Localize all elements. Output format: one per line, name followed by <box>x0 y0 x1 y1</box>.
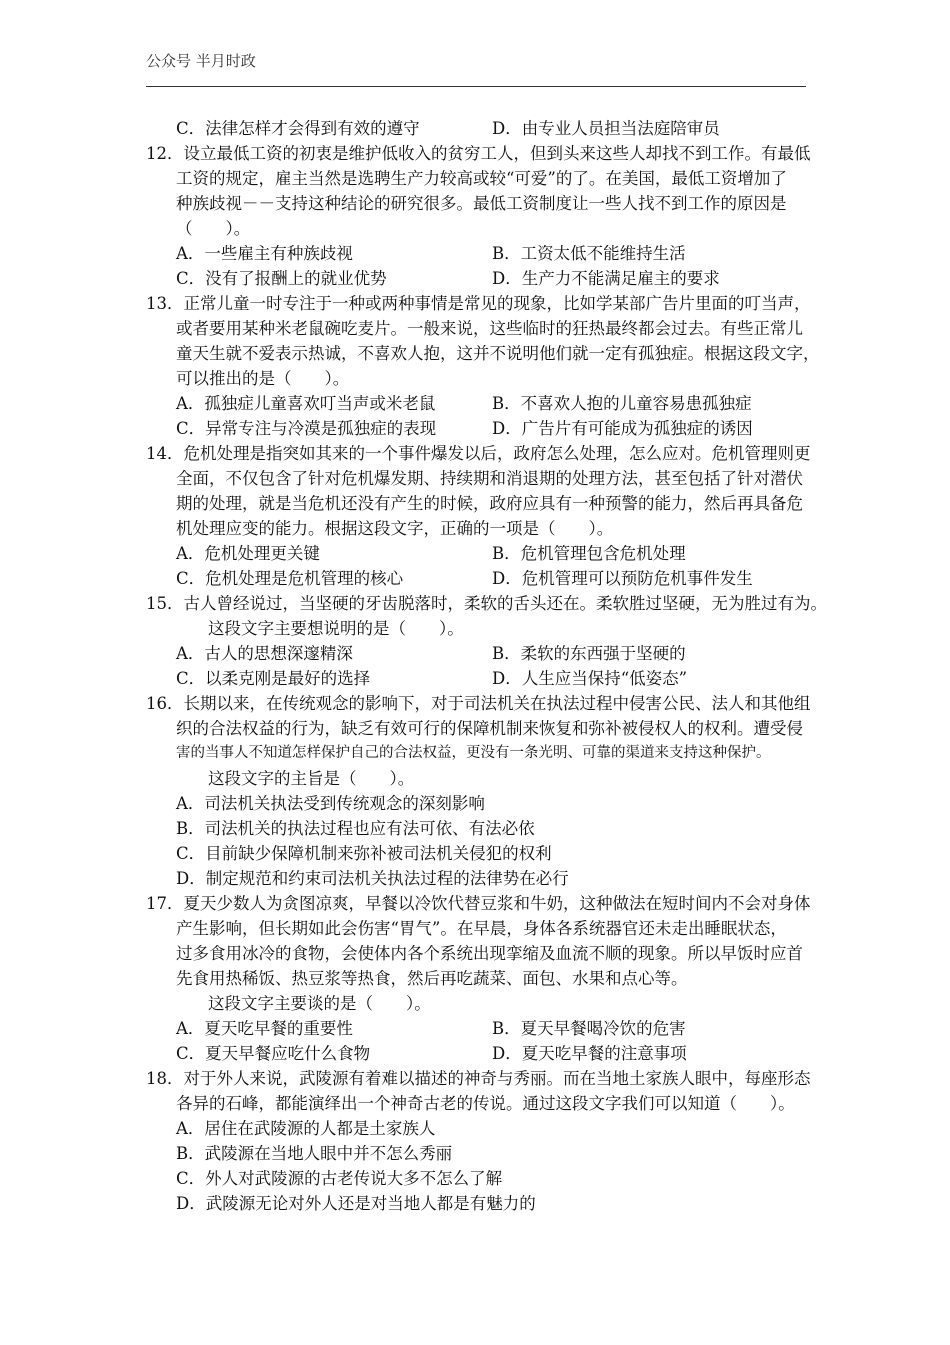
header-rule <box>146 86 806 87</box>
q17-stem-line: 过多食用冰冷的食物，会使体内各个系统出现挛缩及血流不顺的现象。所以早饭时应首 <box>176 944 803 963</box>
q14-stem-line: 期的处理，就是当危机还没有产生的时候，政府应具有一种预警的能力，然后再具备危 <box>176 494 803 513</box>
q17-option-a[interactable]: A．夏天吃早餐的重要性 <box>176 1019 353 1038</box>
q15-option-b[interactable]: B．柔软的东西强于坚硬的 <box>492 644 686 663</box>
q14-option-b[interactable]: B．危机管理包含危机处理 <box>492 544 686 563</box>
q17-stem-line: 先食用热稀饭、热豆浆等热食，然后再吃蔬菜、面包、水果和点心等。 <box>176 969 688 988</box>
q14-option-d[interactable]: D．危机管理可以预防危机事件发生 <box>492 569 753 588</box>
q11-option-d[interactable]: D．由专业人员担当法庭陪审员 <box>492 119 720 138</box>
q13-options-row <box>146 416 814 441</box>
q14-options-row <box>146 566 814 591</box>
q11-options-row <box>146 116 814 141</box>
question-content <box>146 116 827 1216</box>
q12-option-b[interactable]: B．工资太低不能维持生活 <box>492 244 686 263</box>
q14-option-a[interactable]: A．危机处理更关键 <box>176 544 320 563</box>
q13-option-c[interactable]: C．异常专注与冷漠是孤独症的表现 <box>176 419 437 438</box>
q12-option-c[interactable]: C．没有了报酬上的就业优势 <box>176 269 387 288</box>
q13-option-b[interactable]: B．不喜欢人抱的儿童容易患孤独症 <box>492 394 752 413</box>
q11-option-c[interactable]: C．法律怎样才会得到有效的遵守 <box>176 119 420 138</box>
q13-option-d[interactable]: D．广告片有可能成为孤独症的诱因 <box>492 419 753 438</box>
q16-option-c[interactable]: C．目前缺少保障机制来弥补被司法机关侵犯的权利 <box>176 844 552 863</box>
q14-options-row <box>146 541 814 566</box>
q15-options-row <box>146 641 814 666</box>
q15-option-d[interactable]: D．人生应当保持“低姿态” <box>492 669 688 688</box>
q15-option-c[interactable]: C．以柔克刚是最好的选择 <box>176 669 371 688</box>
q16-option-a[interactable]: A．司法机关执法受到传统观念的深刻影响 <box>176 794 485 813</box>
question-14 <box>146 441 814 591</box>
q17-option-d[interactable]: D．夏天吃早餐的注意事项 <box>492 1044 687 1063</box>
q18-option-a[interactable]: A．居住在武陵源的人都是土家族人 <box>176 1119 436 1138</box>
question-16 <box>146 691 814 891</box>
q14-option-c[interactable]: C．危机处理是危机管理的核心 <box>176 569 404 588</box>
q14-stem-line: 14．危机处理是指突如其来的一个事件爆发以后，政府怎么处理，怎么应对。危机管理则更 <box>146 444 811 463</box>
q13-option-a[interactable]: A．孤独症儿童喜欢叮当声或米老鼠 <box>176 394 436 413</box>
q14-stem-line: 机处理应变的能力。根据这段文字，正确的一项是（ ）。 <box>176 519 614 538</box>
q15-stem-line: 这段文字主要想说明的是（ ）。 <box>208 619 464 638</box>
q12-stem-line: （ ）。 <box>176 219 251 238</box>
q16-option-b[interactable]: B．司法机关的执法过程也应有法可依、有法必依 <box>176 819 535 838</box>
q12-stem-line: 12．设立最低工资的初衷是维护低收入的贫穷工人，但到头来这些人却找不到工作。有最低 <box>146 144 811 163</box>
q17-options-row <box>146 1041 814 1066</box>
q13-stem-line: 童天生就不爱表示热诚，不喜欢人抱，这并不说明他们就一定有孤独症。根据这段文字， <box>176 344 820 363</box>
question-17 <box>146 891 814 1066</box>
q18-stem-line: 18．对于外人来说，武陵源有着难以描述的神奇与秀丽。而在当地土家族人眼中，每座形态 <box>146 1069 811 1088</box>
q16-stem-line: 16．长期以来，在传统观念的影响下，对于司法机关在执法过程中侵害公民、法人和其他组 <box>146 694 811 713</box>
question-15 <box>146 591 827 691</box>
q12-option-a[interactable]: A．一些雇主有种族歧视 <box>176 244 353 263</box>
q17-option-b[interactable]: B．夏天早餐喝冷饮的危害 <box>492 1019 686 1038</box>
q17-stem-line: 17．夏天少数人为贪图凉爽，早餐以冷饮代替豆浆和牛奶，这种做法在短时间内不会对身体 <box>146 894 811 913</box>
q12-stem-line: 工资的规定，雇主当然是选聘生产力较高或较“可爱”的了。在美国，最低工资增加了 <box>176 169 787 188</box>
q12-options-row <box>146 266 814 291</box>
q16-option-d[interactable]: D．制定规范和约束司法机关执法过程的法律势在必行 <box>176 869 569 888</box>
q12-options-row <box>146 241 814 266</box>
q13-options-row <box>146 391 814 416</box>
q17-option-c[interactable]: C．夏天早餐应吃什么食物 <box>176 1044 371 1063</box>
question-13 <box>146 291 820 441</box>
q17-options-row <box>146 1016 814 1041</box>
q17-stem-line: 这段文字主要谈的是（ ）。 <box>208 994 431 1013</box>
q16-stem-line: 织的合法权益的行为，缺乏有效可行的保障机制来恢复和弥补被侵权人的权利。遭受侵 <box>176 719 803 738</box>
q14-stem-line: 全面，不仅包含了针对危机爆发期、持续期和消退期的处理方法，甚至包括了针对潜伏 <box>176 469 803 488</box>
q15-option-a[interactable]: A．古人的思想深邃精深 <box>176 644 353 663</box>
q17-stem-line: 产生影响，但长期如此会伤害“胃气”。在早晨，身体各系统器官还未走出睡眠状态， <box>176 919 787 938</box>
q13-stem-line: 或者要用某种米老鼠碗吃麦片。一般来说，这些临时的狂热最终都会过去。有些正常儿 <box>176 319 803 338</box>
q18-option-c[interactable]: C．外人对武陵源的古老传说大多不怎么了解 <box>176 1169 503 1188</box>
q13-stem-line: 13．正常儿童一时专注于一种或两种事情是常见的现象，比如学某部广告片里面的叮当声， <box>146 294 811 313</box>
q18-option-b[interactable]: B．武陵源在当地人眼中并不怎么秀丽 <box>176 1144 453 1163</box>
q15-stem-line: 15．古人曾经说过，当坚硬的牙齿脱落时，柔软的舌头还在。柔软胜过坚硬，无为胜过有为。 <box>146 594 827 613</box>
q12-option-d[interactable]: D．生产力不能满足雇主的要求 <box>492 269 720 288</box>
q15-options-row <box>146 666 814 691</box>
page-header: 公众号 半月时政 <box>146 52 256 70</box>
q13-stem-line: 可以推出的是（ ）。 <box>176 369 350 388</box>
question-18 <box>146 1066 814 1216</box>
q12-stem-line: 种族歧视－－支持这种结论的研究很多。最低工资制度让一些人找不到工作的原因是 <box>176 194 787 213</box>
question-12 <box>146 141 814 291</box>
q16-stem-line: 这段文字的主旨是（ ）。 <box>208 769 415 788</box>
q16-stem-line: 害的当事人不知道怎样保护自己的合法权益，更没有一条光明、可靠的渠道来支持这种保护。 <box>176 745 771 761</box>
q18-stem-line: 各异的石峰，都能演绎出一个神奇古老的传说。通过这段文字我们可以知道（ ）。 <box>176 1094 795 1113</box>
q18-option-d[interactable]: D．武陵源无论对外人还是对当地人都是有魅力的 <box>176 1194 536 1213</box>
